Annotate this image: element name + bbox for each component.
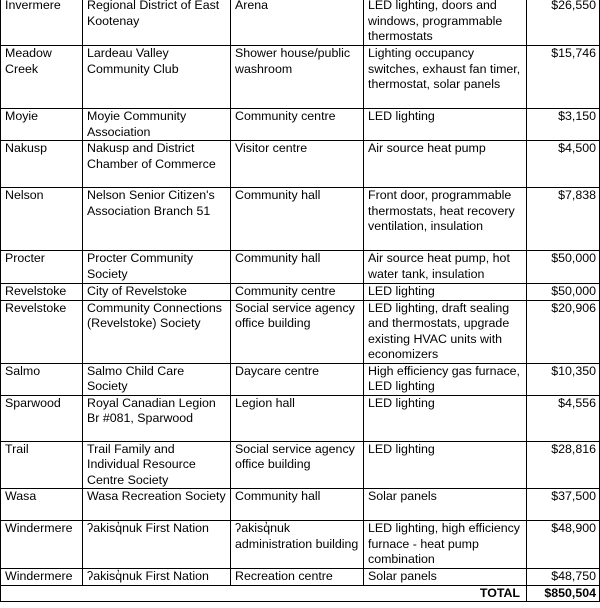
- community-cell: Procter: [1, 251, 83, 284]
- organization-cell: Community Connections (Revelstoke) Society: [83, 300, 231, 363]
- community-cell: Wasa: [1, 489, 83, 521]
- amount-cell: $48,750: [527, 569, 600, 586]
- amount-cell: $48,900: [527, 521, 600, 569]
- upgrades-cell: Air source heat pump: [364, 141, 527, 188]
- organization-cell: ʔakisq̓nuk First Nation: [83, 569, 231, 586]
- facility-cell: Community centre: [231, 284, 364, 301]
- organization-cell: Nelson Senior Citizen's Association Branch 51: [83, 188, 231, 251]
- organization-cell: Royal Canadian Legion Br #081, Sparwood: [83, 395, 231, 441]
- table-row: [1, 0, 600, 46]
- upgrades-cell: High efficiency gas furnace, LED lighting: [364, 363, 527, 395]
- community-cell: Trail: [1, 441, 83, 489]
- facility-cell: Arena: [231, 0, 364, 46]
- facility-cell: Legion hall: [231, 395, 364, 441]
- upgrades-cell: Lighting occupancy switches, exhaust fan timer, thermostat, solar panels: [364, 46, 527, 109]
- community-cell: Invermere: [1, 0, 83, 46]
- table-row: [1, 395, 600, 441]
- total-label: TOTAL: [364, 585, 527, 602]
- community-cell: Moyie: [1, 109, 83, 141]
- amount-cell: $3,150: [527, 109, 600, 141]
- organization-cell: City of Revelstoke: [83, 284, 231, 301]
- community-cell: Windermere: [1, 521, 83, 569]
- table-row: [1, 46, 600, 109]
- amount-cell: $7,838: [527, 188, 600, 251]
- upgrades-cell: LED lighting: [364, 441, 527, 489]
- amount-cell: $4,556: [527, 395, 600, 441]
- community-cell: Nelson: [1, 188, 83, 251]
- facility-cell: Community hall: [231, 251, 364, 284]
- amount-cell: $50,000: [527, 284, 600, 301]
- table-row: [1, 489, 600, 521]
- organization-cell: Regional District of East Kootenay: [83, 0, 231, 46]
- organization-cell: Nakusp and District Chamber of Commerce: [83, 141, 231, 188]
- upgrades-cell: LED lighting: [364, 395, 527, 441]
- table-row: [1, 284, 600, 301]
- community-cell: Meadow Creek: [1, 46, 83, 109]
- table-row: [1, 188, 600, 251]
- amount-cell: $37,500: [527, 489, 600, 521]
- facility-cell: Recreation centre: [231, 569, 364, 586]
- amount-cell: $10,350: [527, 363, 600, 395]
- community-cell: Windermere: [1, 569, 83, 586]
- facility-cell: Shower house/public washroom: [231, 46, 364, 109]
- amount-cell: $28,816: [527, 441, 600, 489]
- facility-cell: ʔakisq̓nuk administration building: [231, 521, 364, 569]
- upgrades-cell: LED lighting, draft sealing and thermostats, upgrade existing HVAC units with economizers: [364, 300, 527, 363]
- funding-table-body: [1, 0, 600, 602]
- organization-cell: ʔakisq̓nuk First Nation: [83, 521, 231, 569]
- upgrades-cell: LED lighting, doors and windows, programmable thermostats: [364, 0, 527, 46]
- facility-cell: Social service agency office building: [231, 300, 364, 363]
- upgrades-cell: Solar panels: [364, 489, 527, 521]
- organization-cell: Moyie Community Association: [83, 109, 231, 141]
- community-cell: Revelstoke: [1, 300, 83, 363]
- facility-cell: Community hall: [231, 188, 364, 251]
- upgrades-cell: Front door, programmable thermostats, heat recovery ventilation, insulation: [364, 188, 527, 251]
- total-amount: $850,504: [527, 585, 600, 602]
- amount-cell: $15,746: [527, 46, 600, 109]
- organization-cell: Procter Community Society: [83, 251, 231, 284]
- community-cell: Sparwood: [1, 395, 83, 441]
- table-row: [1, 109, 600, 141]
- organization-cell: Wasa Recreation Society: [83, 489, 231, 521]
- total-row: [1, 585, 600, 602]
- community-cell: Revelstoke: [1, 284, 83, 301]
- upgrades-cell: LED lighting, high efficiency furnace - heat pump combination: [364, 521, 527, 569]
- table-row: [1, 363, 600, 395]
- community-cell: Salmo: [1, 363, 83, 395]
- table-row: [1, 521, 600, 569]
- upgrades-cell: LED lighting: [364, 284, 527, 301]
- facility-cell: Daycare centre: [231, 363, 364, 395]
- amount-cell: $50,000: [527, 251, 600, 284]
- table-row: [1, 141, 600, 188]
- amount-cell: $4,500: [527, 141, 600, 188]
- table-row: [1, 441, 600, 489]
- amount-cell: $20,906: [527, 300, 600, 363]
- table-row: [1, 251, 600, 284]
- table-row: [1, 300, 600, 363]
- organization-cell: Trail Family and Individual Resource Centre Society: [83, 441, 231, 489]
- organization-cell: Salmo Child Care Society: [83, 363, 231, 395]
- table-row: [1, 569, 600, 586]
- upgrades-cell: Air source heat pump, hot water tank, insulation: [364, 251, 527, 284]
- upgrades-cell: Solar panels: [364, 569, 527, 586]
- facility-cell: Social service agency office building: [231, 441, 364, 489]
- upgrades-cell: LED lighting: [364, 109, 527, 141]
- facility-cell: Community hall: [231, 489, 364, 521]
- organization-cell: Lardeau Valley Community Club: [83, 46, 231, 109]
- facility-cell: Community centre: [231, 109, 364, 141]
- community-cell: Nakusp: [1, 141, 83, 188]
- total-spacer: [1, 585, 364, 602]
- facility-cell: Visitor centre: [231, 141, 364, 188]
- amount-cell: $26,550: [527, 0, 600, 46]
